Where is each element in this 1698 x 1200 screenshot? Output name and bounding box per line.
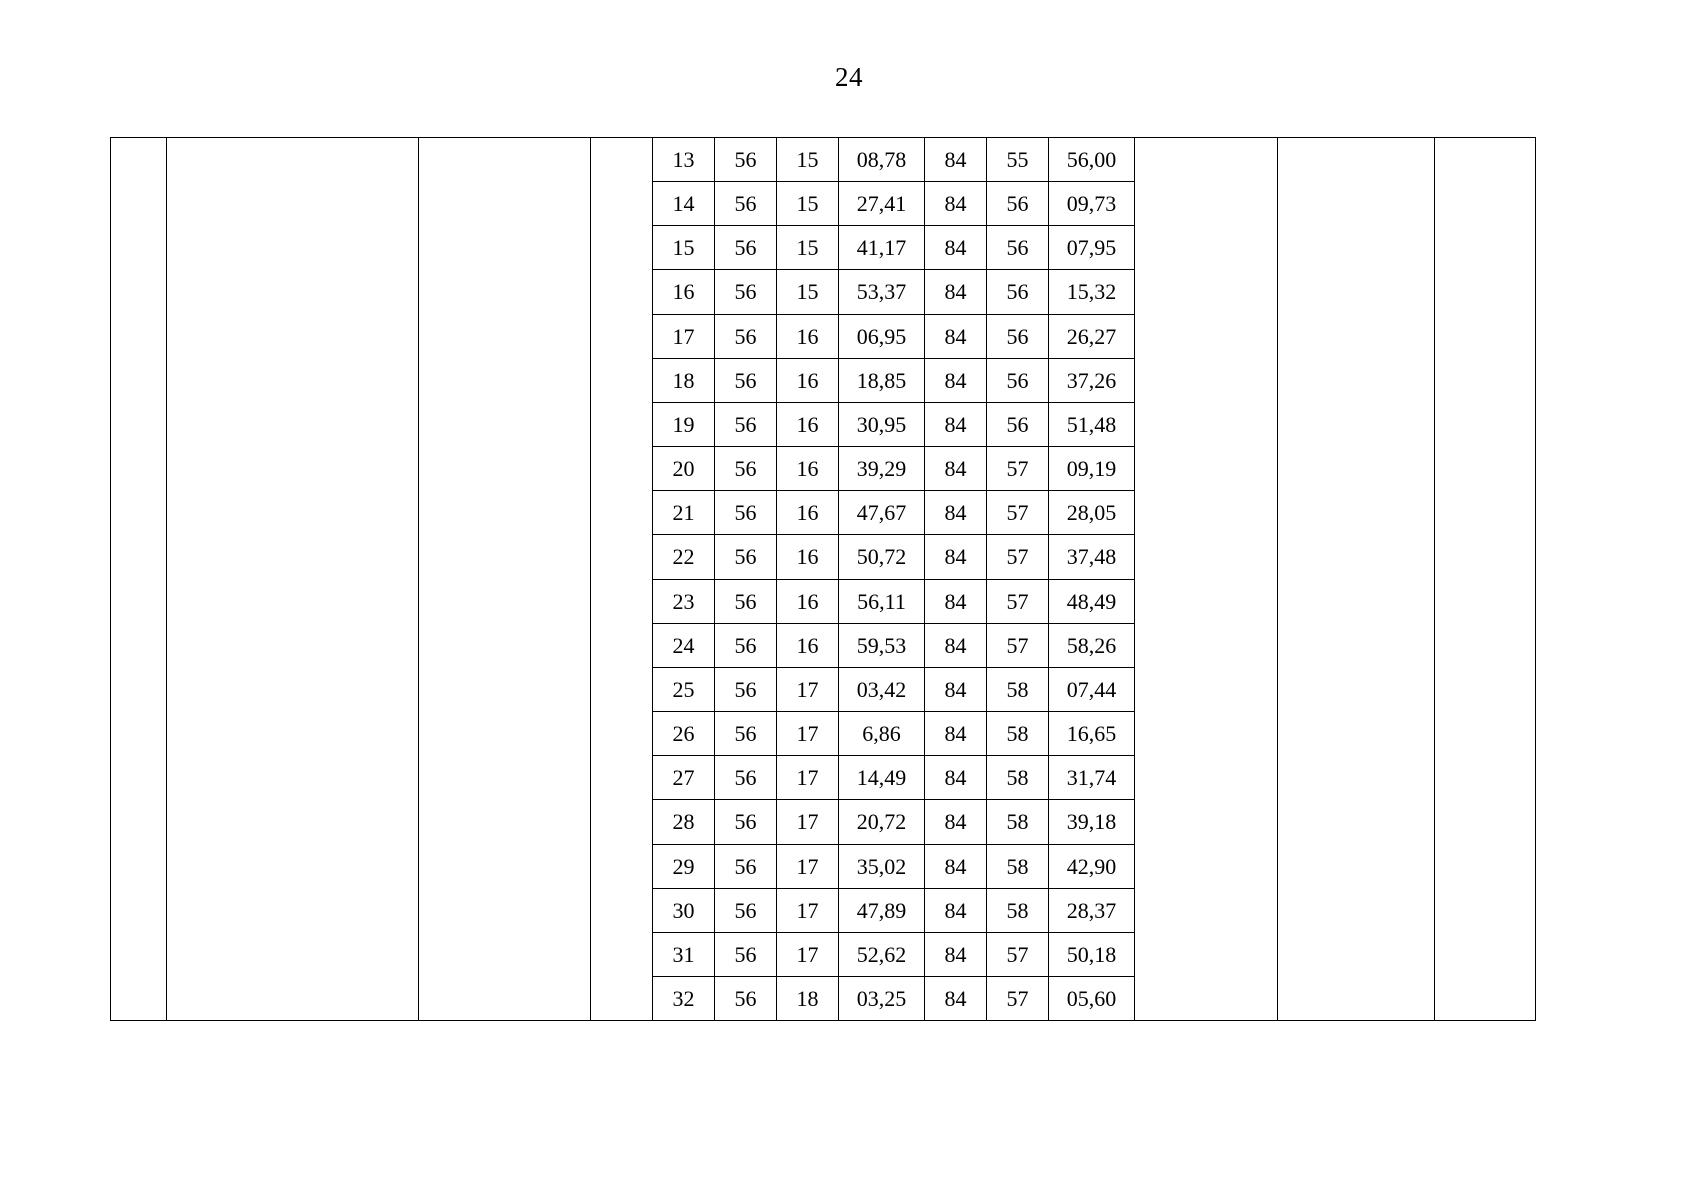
table-row [111,138,1536,182]
table-cell: 84 [925,844,987,888]
table-cell: 31,74 [1049,756,1135,800]
table-cell: 20,72 [839,800,925,844]
table-cell: 16 [777,402,839,446]
table-cell: 17 [777,712,839,756]
table-cell: 15 [777,270,839,314]
table-cell: 58 [987,667,1049,711]
table-cell: 15 [777,138,839,182]
table-cell: 58 [987,888,1049,932]
table-cell: 56 [715,535,777,579]
table-cell: 84 [925,712,987,756]
table-cell: 47,67 [839,491,925,535]
table-cell: 50,72 [839,535,925,579]
coordinates-table [110,137,1536,1021]
table-cell: 58 [987,756,1049,800]
table-cell: 56 [715,447,777,491]
table-cell: 47,89 [839,888,925,932]
page-number: 24 [835,62,863,92]
table-cell: 20 [653,447,715,491]
table-cell: 84 [925,226,987,270]
table-cell: 56 [715,976,777,1020]
table-cell: 16 [777,447,839,491]
table-cell: 09,19 [1049,447,1135,491]
table-cell: 84 [925,667,987,711]
table-cell: 39,29 [839,447,925,491]
blank-column-left-4 [591,138,653,1021]
table-cell: 29 [653,844,715,888]
table-cell: 42,90 [1049,844,1135,888]
table-cell: 15 [777,226,839,270]
table-cell: 84 [925,358,987,402]
table-cell: 84 [925,932,987,976]
table-cell: 52,62 [839,932,925,976]
table-cell: 17 [777,888,839,932]
table-cell: 84 [925,182,987,226]
table-cell: 56 [987,358,1049,402]
table-cell: 23 [653,579,715,623]
table-cell: 84 [925,491,987,535]
table-cell: 27 [653,756,715,800]
table-cell: 56 [715,358,777,402]
table-cell: 56 [715,138,777,182]
table-cell: 07,44 [1049,667,1135,711]
table-cell: 84 [925,138,987,182]
table-cell: 17 [653,314,715,358]
blank-column-left-3 [419,138,591,1021]
table-body [111,138,1536,1021]
table-cell: 56 [715,888,777,932]
table-cell: 84 [925,888,987,932]
table-cell: 56 [715,844,777,888]
table-cell: 15,32 [1049,270,1135,314]
table-cell: 56,00 [1049,138,1135,182]
table-cell: 57 [987,447,1049,491]
table-cell: 58 [987,712,1049,756]
table-cell: 57 [987,579,1049,623]
table-cell: 57 [987,535,1049,579]
blank-column-right-3 [1435,138,1536,1021]
table-cell: 56 [715,932,777,976]
table-cell: 16 [777,491,839,535]
coordinates-table-wrapper [110,137,1485,1011]
table-cell: 39,18 [1049,800,1135,844]
table-cell: 84 [925,270,987,314]
table-cell: 37,48 [1049,535,1135,579]
table-cell: 84 [925,800,987,844]
table-cell: 17 [777,756,839,800]
table-cell: 05,60 [1049,976,1135,1020]
table-cell: 56 [715,756,777,800]
table-cell: 56 [715,491,777,535]
blank-column-right-1 [1135,138,1278,1021]
table-cell: 28,37 [1049,888,1135,932]
table-cell: 56 [715,667,777,711]
table-cell: 84 [925,314,987,358]
table-cell: 22 [653,535,715,579]
table-cell: 56 [715,402,777,446]
table-cell: 57 [987,976,1049,1020]
table-cell: 56 [715,579,777,623]
table-cell: 56 [715,623,777,667]
table-cell: 48,49 [1049,579,1135,623]
table-cell: 57 [987,623,1049,667]
table-cell: 32 [653,976,715,1020]
table-cell: 53,37 [839,270,925,314]
table-cell: 07,95 [1049,226,1135,270]
table-cell: 18 [777,976,839,1020]
table-cell: 58,26 [1049,623,1135,667]
table-cell: 84 [925,756,987,800]
table-cell: 14,49 [839,756,925,800]
blank-column-left-1 [111,138,167,1021]
table-cell: 17 [777,932,839,976]
table-cell: 18,85 [839,358,925,402]
table-cell: 17 [777,844,839,888]
blank-column-right-2 [1278,138,1435,1021]
table-cell: 19 [653,402,715,446]
table-cell: 57 [987,932,1049,976]
table-cell: 03,42 [839,667,925,711]
table-cell: 41,17 [839,226,925,270]
table-cell: 84 [925,535,987,579]
table-cell: 03,25 [839,976,925,1020]
table-cell: 55 [987,138,1049,182]
table-cell: 17 [777,667,839,711]
table-cell: 09,73 [1049,182,1135,226]
table-cell: 16 [777,579,839,623]
table-cell: 26,27 [1049,314,1135,358]
table-cell: 31 [653,932,715,976]
table-cell: 28 [653,800,715,844]
blank-column-left-2 [167,138,419,1021]
table-cell: 57 [987,491,1049,535]
table-cell: 16 [777,535,839,579]
table-cell: 56 [987,182,1049,226]
table-cell: 18 [653,358,715,402]
table-cell: 50,18 [1049,932,1135,976]
table-cell: 56 [715,712,777,756]
table-cell: 84 [925,447,987,491]
table-cell: 56 [987,314,1049,358]
table-cell: 24 [653,623,715,667]
table-cell: 56 [715,314,777,358]
table-cell: 14 [653,182,715,226]
table-cell: 13 [653,138,715,182]
table-cell: 16 [653,270,715,314]
table-cell: 30,95 [839,402,925,446]
table-cell: 84 [925,579,987,623]
table-cell: 21 [653,491,715,535]
table-cell: 35,02 [839,844,925,888]
table-cell: 56 [715,270,777,314]
table-cell: 16,65 [1049,712,1135,756]
table-cell: 58 [987,800,1049,844]
table-cell: 15 [777,182,839,226]
table-cell: 15 [653,226,715,270]
table-cell: 84 [925,623,987,667]
table-cell: 84 [925,402,987,446]
table-cell: 84 [925,976,987,1020]
table-cell: 26 [653,712,715,756]
table-cell: 25 [653,667,715,711]
table-cell: 56 [987,226,1049,270]
table-cell: 08,78 [839,138,925,182]
table-cell: 16 [777,358,839,402]
table-cell: 51,48 [1049,402,1135,446]
table-cell: 56,11 [839,579,925,623]
table-cell: 16 [777,314,839,358]
table-cell: 28,05 [1049,491,1135,535]
table-cell: 56 [715,800,777,844]
table-cell: 56 [987,270,1049,314]
table-cell: 6,86 [839,712,925,756]
table-cell: 17 [777,800,839,844]
table-cell: 06,95 [839,314,925,358]
table-cell: 56 [987,402,1049,446]
table-cell: 58 [987,844,1049,888]
table-cell: 37,26 [1049,358,1135,402]
table-cell: 56 [715,226,777,270]
table-cell: 59,53 [839,623,925,667]
table-cell: 56 [715,182,777,226]
table-cell: 16 [777,623,839,667]
table-cell: 27,41 [839,182,925,226]
table-cell: 30 [653,888,715,932]
